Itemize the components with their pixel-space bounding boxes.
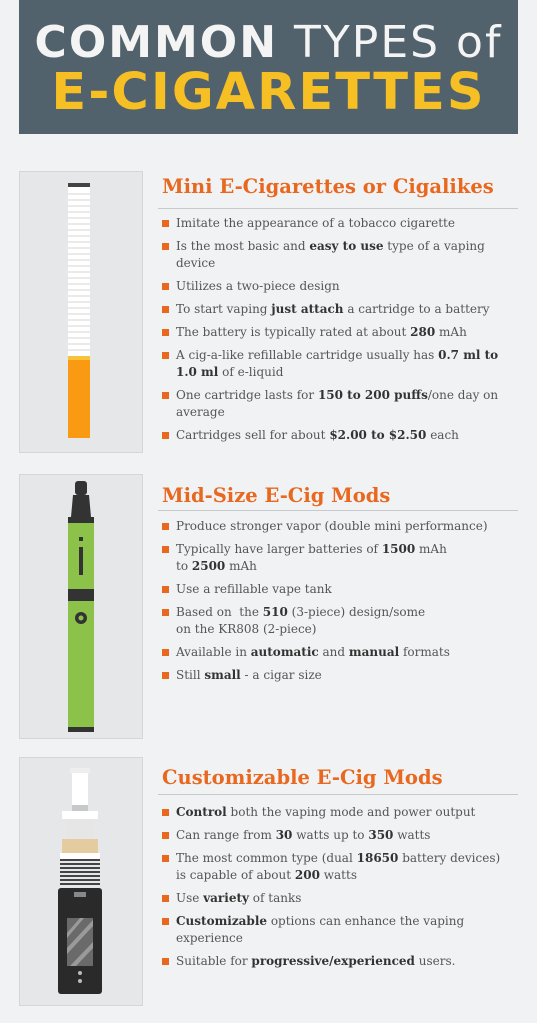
- feature-item-text: Produce stronger vapor (double mini performance): [176, 519, 488, 533]
- feature-item: [162, 890, 507, 907]
- feature-item-emphasis: 18650: [356, 851, 399, 865]
- feature-item: [162, 215, 507, 232]
- feature-item: [162, 581, 507, 598]
- feature-item: [162, 541, 507, 575]
- section-divider-customizable: [158, 794, 518, 795]
- feature-list-mini: [162, 215, 507, 450]
- feature-item: [162, 667, 507, 684]
- feature-item-emphasis: 1500: [381, 542, 416, 556]
- feature-item-text: of tanks: [248, 891, 302, 905]
- header-title-line2: E-CIGARETTES: [51, 63, 486, 122]
- feature-item: [162, 804, 507, 821]
- feature-item: [162, 913, 507, 947]
- feature-item: [162, 238, 507, 272]
- feature-item-text: a cartridge to a battery: [343, 302, 490, 316]
- header-banner: [19, 0, 518, 134]
- feature-item-emphasis: Customizable: [176, 914, 268, 928]
- feature-item-text: Use: [176, 891, 204, 905]
- mid-size-mod-icon: [20, 475, 142, 738]
- feature-item-text: type of a vaping device: [176, 239, 489, 270]
- feature-item-text: The most common type (dual: [176, 851, 357, 865]
- feature-item-emphasis: 200: [294, 868, 320, 882]
- feature-item-text: mAh to: [176, 542, 447, 573]
- feature-item-text: Suitable for: [176, 954, 252, 968]
- section-title-mid-size: Mid-Size E-Cig Mods: [162, 484, 391, 507]
- box-mod-icon: [20, 758, 142, 1005]
- feature-item-text: both the vaping mode and power output: [226, 805, 476, 819]
- cigalike-icon: [20, 172, 142, 452]
- feature-item-emphasis: just attach: [271, 302, 344, 316]
- feature-item: [162, 518, 507, 535]
- feature-item-text: To start vaping: [176, 302, 272, 316]
- feature-item: [162, 850, 507, 884]
- feature-item: [162, 278, 507, 295]
- header-title-line1: [19, 18, 518, 68]
- feature-item-text: formats: [399, 645, 450, 659]
- feature-list-customizable: [162, 804, 507, 976]
- feature-item-emphasis: 30: [275, 828, 293, 842]
- feature-item-emphasis: easy to use: [309, 239, 384, 253]
- section-title-mini: Mini E-Cigarettes or Cigalikes: [162, 175, 494, 198]
- feature-item-text: watts: [393, 828, 431, 842]
- feature-item-text: A cig-a-like refillable cartridge usually has: [176, 348, 439, 362]
- feature-item-emphasis: 150 to 200 puffs: [317, 388, 428, 402]
- feature-item: [162, 301, 507, 318]
- section-divider-mid-size: [158, 510, 518, 511]
- header-title-bold: COMMON: [34, 17, 279, 68]
- feature-item-emphasis: 2500: [191, 559, 226, 573]
- feature-item-text: and: [318, 645, 349, 659]
- section-divider-mini: [158, 208, 518, 209]
- feature-item: [162, 953, 507, 970]
- feature-item-text: Utilizes a two-piece design: [176, 279, 340, 293]
- feature-item-text: battery devices) is capable of about: [176, 851, 504, 882]
- feature-item-text: Still: [176, 668, 205, 682]
- feature-item-text: - a cigar size: [240, 668, 322, 682]
- feature-item-text: Imitate the appearance of a tobacco cigarette: [176, 216, 455, 230]
- header-title-thin: TYPES of: [294, 17, 503, 68]
- feature-item-emphasis: variety: [203, 891, 249, 905]
- feature-item-emphasis: 350: [368, 828, 394, 842]
- feature-item-text: of e-liquid: [218, 365, 284, 379]
- feature-item-text: users.: [414, 954, 456, 968]
- feature-item-emphasis: 0.7 ml to 1.0 ml: [176, 348, 499, 379]
- feature-item-text: (3-piece) design/some on the KR808 (2-piece): [176, 605, 426, 636]
- feature-item-text: each: [426, 428, 459, 442]
- feature-item-text: options can enhance the vaping experience: [176, 914, 468, 945]
- feature-item-text: /one day on average: [176, 388, 502, 419]
- feature-item: [162, 347, 507, 381]
- section-title-customizable: Customizable E-Cig Mods: [162, 766, 443, 789]
- feature-item-text: Cartridges sell for about: [176, 428, 330, 442]
- feature-item-emphasis: progressive/experienced: [251, 954, 415, 968]
- feature-item-emphasis: 510: [262, 605, 288, 619]
- feature-item-text: One cartridge lasts for: [176, 388, 318, 402]
- box-mod-illustration: [19, 757, 143, 1006]
- feature-item: [162, 827, 507, 844]
- feature-item-text: watts: [319, 868, 357, 882]
- feature-item-emphasis: Control: [176, 805, 227, 819]
- feature-item-emphasis: automatic: [250, 645, 319, 659]
- mid-size-mod-illustration: [19, 474, 143, 739]
- feature-item-text: The battery is typically rated at about: [176, 325, 411, 339]
- feature-item-text: watts up to: [292, 828, 369, 842]
- feature-item: [162, 604, 507, 638]
- feature-item-emphasis: $2.00 to $2.50: [329, 428, 427, 442]
- feature-item-emphasis: small: [204, 668, 241, 682]
- feature-item-text: Is the most basic and: [176, 239, 310, 253]
- feature-item-text: Can range from: [176, 828, 276, 842]
- feature-item-emphasis: 280: [410, 325, 436, 339]
- feature-item-text: mAh: [435, 325, 467, 339]
- feature-item-text: Available in: [176, 645, 251, 659]
- feature-item: [162, 644, 507, 661]
- feature-item: [162, 387, 507, 421]
- feature-item-text: Typically have larger batteries of: [176, 542, 382, 556]
- feature-list-mid-size: [162, 518, 507, 690]
- feature-item-emphasis: manual: [348, 645, 400, 659]
- feature-item-text: Based on the: [176, 605, 263, 619]
- feature-item-text: mAh: [225, 559, 257, 573]
- cigalike-illustration: [19, 171, 143, 453]
- feature-item: [162, 324, 507, 341]
- feature-item-text: Use a refillable vape tank: [176, 582, 332, 596]
- feature-item: [162, 427, 507, 444]
